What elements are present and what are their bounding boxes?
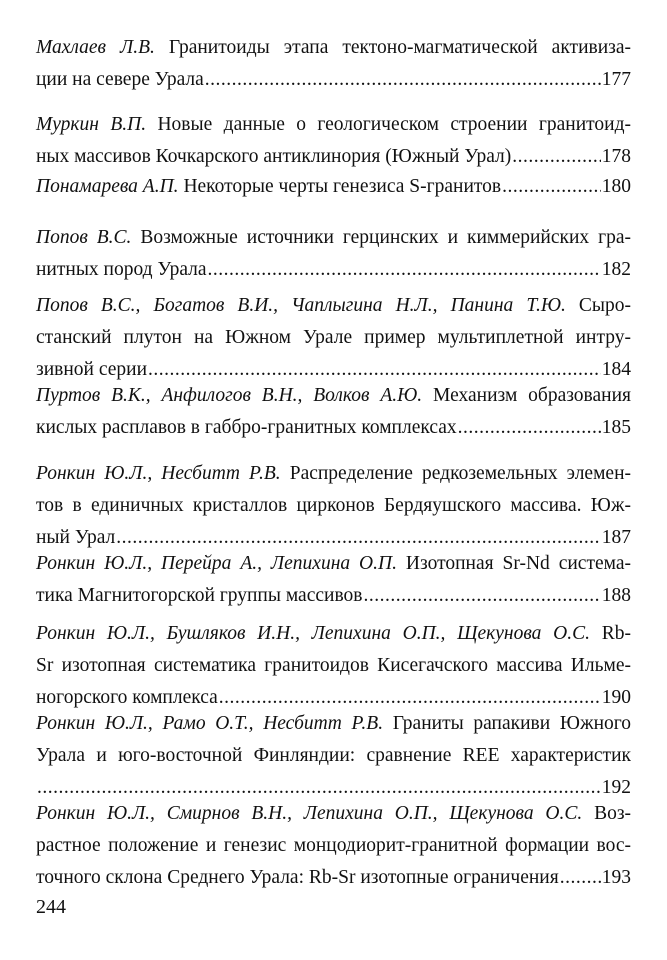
entry-authors: Ронкин Ю.Л., Смирнов В.Н., Лепихина О.П., Щекунова О.С. [36, 803, 583, 824]
toc-entry [36, 109, 631, 173]
entry-title: ный Урал [36, 527, 116, 548]
entry-line [36, 141, 631, 173]
entry-title: точного склона Среднего Урала: Rb-Sr изотопные ограничения [36, 867, 559, 888]
entry-line: Sr изотопная систематика гранитоидов Кисегачского массива Ильме- [36, 655, 631, 676]
entry-line [36, 254, 631, 286]
entry-line [36, 412, 631, 444]
entry-line [36, 32, 631, 64]
entry-title: Возможные источники герцинских и киммерийских гра- [140, 227, 632, 248]
leader-dots [502, 171, 601, 203]
page-number: 177 [601, 69, 631, 90]
leader-dots [458, 412, 601, 444]
entry-authors: Понамарева А.П. [36, 176, 179, 197]
toc-entry [36, 458, 631, 554]
entry-line [36, 580, 631, 612]
entry-line [36, 862, 631, 894]
entry-line [36, 798, 631, 830]
page-number: 180 [601, 176, 631, 197]
toc-entry [36, 548, 631, 612]
toc-entry [36, 290, 631, 386]
entry-title: Некоторые черты генезиса S-гранитов [183, 176, 502, 197]
entry-title: Механизм образования [433, 385, 632, 406]
entry-line [36, 380, 631, 412]
entry-authors: Ронкин Ю.Л., Несбитт Р.В. [36, 463, 281, 484]
leader-dots [208, 254, 601, 286]
toc-entry [36, 222, 631, 286]
entry-line [36, 618, 631, 650]
entry-authors: Попов В.С., Богатов В.И., Чаплыгина Н.Л., Панина Т.Ю. [36, 295, 566, 316]
leader-dots [363, 580, 600, 612]
entry-authors: Ронкин Ю.Л., Перейра А., Лепихина О.П. [36, 553, 397, 574]
entry-line [36, 458, 631, 490]
leader-dots [512, 141, 600, 173]
toc-entry [36, 32, 631, 96]
entry-authors: Махлаев Л.В. [36, 37, 155, 58]
entry-title: нитных пород Урала [36, 259, 207, 280]
entry-line [36, 109, 631, 141]
page-number: 178 [601, 146, 631, 167]
entry-title: Распределение редкоземельных элемен- [289, 463, 632, 484]
page-number: 184 [601, 359, 631, 380]
toc-entry [36, 171, 631, 203]
leader-dots [560, 862, 601, 894]
entry-line: Урала и юго-восточной Финляндии: сравнение REE характеристик [36, 745, 631, 766]
toc-entry [36, 798, 631, 894]
entry-title: Граниты рапакиви Южного [392, 713, 632, 734]
entry-title: Rb- [601, 623, 631, 644]
entry-line [36, 708, 631, 740]
entry-title: ногорского комплекса [36, 687, 218, 708]
entry-title: кислых расплавов в габбро-гранитных комплексах [36, 417, 457, 438]
page-number: 188 [601, 585, 631, 606]
entry-line: растное положение и генезис монцодиорит-гранитной формации вос- [36, 835, 631, 856]
entry-line: станский плутон на Южном Урале пример мультиплетной интру- [36, 327, 631, 348]
entry-title: ции на севере Урала [36, 69, 204, 90]
entry-title: тика Магнитогорской группы массивов [36, 585, 363, 606]
entry-authors: Муркин В.П. [36, 114, 147, 135]
entry-line [36, 171, 631, 203]
entry-title: Сыро- [578, 295, 631, 316]
entry-title: зивной серии [36, 359, 148, 380]
entry-line: тов в единичных кристаллов цирконов Бердяушского массива. Юж- [36, 495, 631, 516]
page-number: 192 [601, 777, 631, 798]
page-number: 185 [601, 417, 631, 438]
entry-line [36, 290, 631, 322]
entry-title: Гранитоиды этапа тектоно-магматической активиза- [168, 37, 632, 58]
entry-line [36, 64, 631, 96]
entry-authors: Пуртов В.К., Анфилогов В.Н., Волков А.Ю. [36, 385, 423, 406]
page-number: 193 [601, 867, 631, 888]
page-number: 190 [601, 687, 631, 708]
entry-authors: Попов В.С. [36, 227, 132, 248]
toc-entry [36, 380, 631, 444]
toc-entry [36, 708, 631, 804]
entry-line [36, 222, 631, 254]
page-number: 182 [601, 259, 631, 280]
leader-dots [205, 64, 601, 96]
entry-authors: Ронкин Ю.Л., Рамо О.Т., Несбитт Р.В. [36, 713, 384, 734]
entry-title: Новые данные о геологическом строении гранитоид- [157, 114, 632, 135]
entry-authors: Ронкин Ю.Л., Бушляков И.Н., Лепихина О.П., Щекунова О.С. [36, 623, 590, 644]
toc-entry [36, 618, 631, 714]
entry-line [36, 548, 631, 580]
entry-title: Воз- [594, 803, 632, 824]
page-folio-number: 244 [36, 896, 66, 918]
page-number: 187 [601, 527, 631, 548]
entry-title: Изотопная Sr-Nd система- [405, 553, 631, 574]
entry-title: ных массивов Кочкарского антиклинория (Южный Урал) [36, 146, 512, 167]
